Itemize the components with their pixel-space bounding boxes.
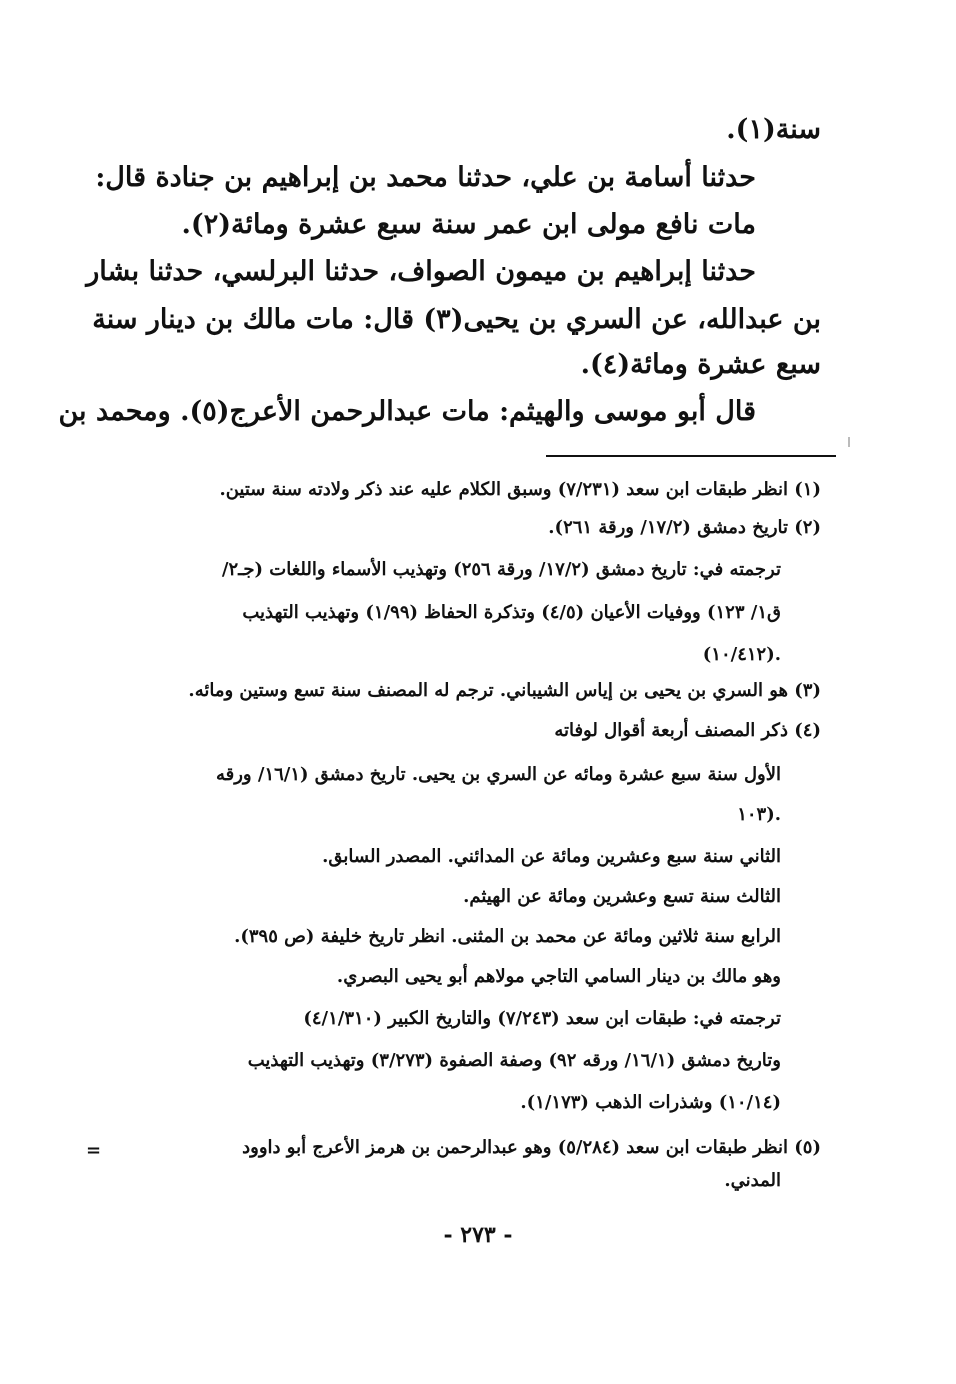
- footnote-1: (١) انظر طبقات ابن سعد (٧/٢٣١) وسبق الكلام عليه عند ذكر ولادته سنة ستين.: [219, 479, 821, 500]
- footnote-4-line-5: الرابع سنة ثلاثين ومائة عن محمد بن المثنى. انظر تاريخ خليفة (ص ٣٩٥).: [234, 926, 781, 947]
- main-line-4: حدثنا إبراهيم بن ميمون الصواف، حدثنا البرلسي، حدثنا بشار: [86, 256, 756, 287]
- main-line-3: مات نافع مولى ابن عمر سنة سبع عشرة ومائة(٢).: [181, 209, 756, 240]
- main-line-7: قال أبو موسى والهيثم: مات عبدالرحمن الأعرج(٥). ومحمد بن: [58, 396, 756, 427]
- footnote-2: (٢) تاريخ دمشق (١٧/٢/ ورقة ٢٦١).: [548, 517, 821, 538]
- footnote-2-cont-1: ترجمته في: تاريخ دمشق (١٧/٢/ ورقة ٢٥٦) وتهذيب الأسماء واللغات (جـ٢/: [221, 559, 781, 580]
- main-line-6: سبع عشرة ومائة(٤).: [580, 349, 821, 380]
- footnote-4-line-6: وهو مالك بن دينار السامي التاجي مولاهم أبو يحيى البصري.: [336, 966, 781, 987]
- footnote-2-cont-3: (١٠/٤١٢).: [702, 644, 781, 665]
- footnote-3: (٣) هو السري بن يحيى بن إياس الشيباني. ترجم له المصنف سنة تسع وستين ومائه.: [188, 680, 821, 701]
- footnote-4-line-8: وتاريخ دمشق (١٦/١/ ورقه ٩٢) وصفة الصفوة (٣/٢٧٣) وتهذيب التهذيب: [247, 1050, 781, 1071]
- footnote-4-line-2: ١٠٣).: [737, 804, 781, 825]
- continuation-mark: =: [86, 1140, 102, 1161]
- footnote-4-line-9: (١٠/١٤) وشذرات الذهب (١/١٧٣).: [520, 1092, 781, 1113]
- footnote-2-cont-2: ق١/ ١٢٣) ووفيات الأعيان (٤/٥) وتذكرة الحفاظ (١/٩٩) وتهذيب التهذيب: [242, 602, 781, 623]
- footnote-5: (٥) انظر طبقات ابن سعد (٥/٢٨٤) وهو عبدالرحمن بن هرمز الأعرج أبو داوود: [242, 1137, 821, 1158]
- main-line-1: سنة(١).: [726, 114, 821, 145]
- footnote-4-line-4: الثالث سنة تسع وعشرين ومائة عن الهيثم.: [463, 886, 781, 907]
- footnote-4-line-1: الأول سنة سبع عشرة ومائه عن السري بن يحيى. تاريخ دمشق (١٦/١/ ورقه: [215, 764, 781, 785]
- scan-speck: [848, 437, 850, 447]
- page-number: - ٢٧٣ -: [443, 1222, 513, 1248]
- footnote-4-line-7: ترجمته في: طبقات ابن سعد (٧/٢٤٣) والتاريخ الكبير (٤/١/٣١٠): [303, 1008, 781, 1029]
- footnote-separator: [546, 455, 836, 457]
- footnote-4-line-3: الثاني سنة سبع وعشرين ومائة عن المدائني. المصدر السابق.: [322, 846, 781, 867]
- footnote-5-cont: المدني.: [724, 1170, 781, 1191]
- main-line-5: بن عبدالله، عن السري بن يحيى(٣) قال: مات مالك بن دينار سنة: [92, 304, 821, 335]
- footnote-4: (٤) ذكر المصنف أربعة أقوال لوفاته: [554, 720, 821, 741]
- main-line-2: حدثنا أسامة بن علي، حدثنا محمد بن إبراهيم بن جنادة قال:: [95, 162, 756, 193]
